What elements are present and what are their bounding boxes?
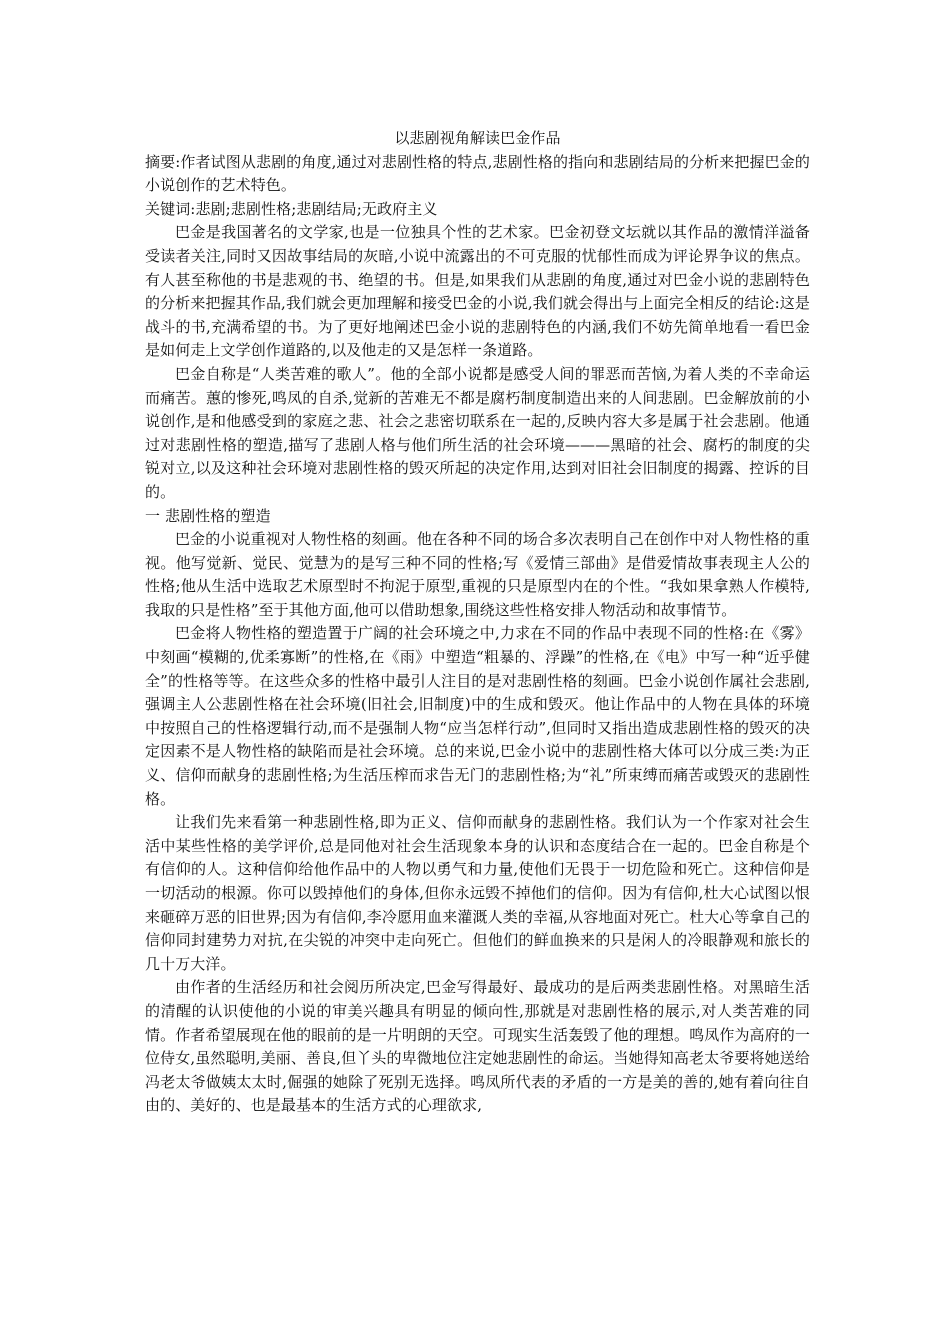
paragraph: 巴金自称是“人类苦难的歌人”。他的全部小说都是感受人间的罪恶而苦恼,为着人类的不幸命运而痛苦。蕙的惨死,鸣凤的自杀,觉新的苦难无不都是腐朽制度制造出来的人间悲剧。巴金解放前的小说创作,是和他感受到的家庭之悲、社会之悲密切联系在一起的,反映内容大多是属于社会悲剧。他通过对悲剧性格的塑造,描写了悲剧人格与他们所生活的社会环境———黑暗的社会、腐朽的制度的尖锐对立,以及这种社会环境对悲剧性格的毁灭所起的决定作用,达到对旧社会旧制度的揭露、控诉的目的。 <box>145 364 810 501</box>
paragraph: 巴金的小说重视对人物性格的刻画。他在各种不同的场合多次表明自己在创作中对人物性格的重视。他写觉新、觉民、觉慧为的是写三种不同的性格;写《爱情三部曲》是借爱情故事表现主人公的性格;他从生活中选取艺术原型时不拘泥于原型,重视的只是原型内在的个性。“我如果拿熟人作模特,我取的只是性格”至于其他方面,他可以借助想象,围绕这些性格安排人物活动和故事情节。 <box>145 530 810 619</box>
abstract: 摘要:作者试图从悲剧的角度,通过对悲剧性格的特点,悲剧性格的指向和悲剧结局的分析来把握巴金的小说创作的艺术特色。 <box>145 152 810 195</box>
section-heading: 一 悲剧性格的塑造 <box>145 506 271 525</box>
keywords: 关键词:悲剧;悲剧性格;悲剧结局;无政府主义 <box>145 199 438 218</box>
document-page <box>145 127 810 1118</box>
paragraph: 巴金是我国著名的文学家,也是一位独具个性的艺术家。巴金初登文坛就以其作品的激情洋溢备受读者关注,同时又因故事结局的灰暗,小说中流露出的不可克服的忧郁性而成为评论界争议的焦点。有人甚至称他的书是悲观的书、绝望的书。但是,如果我们从悲剧的角度,通过对巴金小说的悲剧特色的分析来把握其作品,我们就会更加理解和接受巴金的小说,我们就会得出与上面完全相反的结论:这是战斗的书,充满希望的书。为了更好地阐述巴金小说的悲剧特色的内涵,我们不妨先简单地看一看巴金是如何走上文学创作道路的,以及他走的又是怎样一条道路。 <box>145 223 810 360</box>
paragraph: 让我们先来看第一种悲剧性格,即为正义、信仰而献身的悲剧性格。我们认为一个作家对社会生活中某些性格的美学评价,总是同他对社会生活现象本身的认识和态度结合在一起的。巴金自称是个有信仰的人。这种信仰给他作品中的人物以勇气和力量,使他们无畏于一切危险和死亡。这种信仰是一切活动的根源。你可以毁掉他们的身体,但你永远毁不掉他们的信仰。因为有信仰,杜大心试图以恨来砸碎万恶的旧世界;因为有信仰,李冷愿用血来灌溉人类的幸福,从容地面对死亡。杜大心等拿自己的信仰同封建势力对抗,在尖锐的冲突中走向死亡。但他们的鲜血换来的只是闲人的冷眼静观和旅长的几十万大洋。 <box>145 813 810 973</box>
paragraph: 由作者的生活经历和社会阅历所决定,巴金写得最好、最成功的是后两类悲剧性格。对黑暗生活的清醒的认识使他的小说的审美兴趣具有明显的倾向性,那就是对悲剧性格的展示,对人类苦难的同情。作者希望展现在他的眼前的是一片明朗的天空。可现实生活轰毁了他的理想。鸣凤作为高府的一位侍女,虽然聪明,美丽、善良,但丫头的卑微地位注定她悲剧性的命运。当她得知高老太爷要将她送给冯老太爷做姨太太时,倔强的她除了死别无选择。鸣凤所代表的矛盾的一方是美的善的,她有着向往自由的、美好的、也是最基本的生活方式的心理欲求, <box>145 978 810 1115</box>
paragraph: 巴金将人物性格的塑造置于广阔的社会环境之中,力求在不同的作品中表现不同的性格:在《雾》中刻画“模糊的,优柔寡断”的性格,在《雨》中塑造“粗暴的、浮躁”的性格,在《电》中写一种“近乎健全”的性格等等。在这些众多的性格中最引人注目的是对悲剧性格的刻画。巴金小说创作属社会悲剧,强调主人公悲剧性格在社会环境(旧社会,旧制度)中的生成和毁灭。他让作品中的人物在具体的环境中按照自己的性格逻辑行动,而不是强制人物“应当怎样行动”,但同时又指出造成悲剧性格的毁灭的决定因素不是人物性格的缺陷而是社会环境。总的来说,巴金小说中的悲剧性格大体可以分成三类:为正义、信仰而献身的悲剧性格;为生活压榨而求告无门的悲剧性格;为“礼”所束缚而痛苦或毁灭的悲剧性格。 <box>145 624 810 808</box>
document-title: 以悲剧视角解读巴金作品 <box>394 129 561 147</box>
